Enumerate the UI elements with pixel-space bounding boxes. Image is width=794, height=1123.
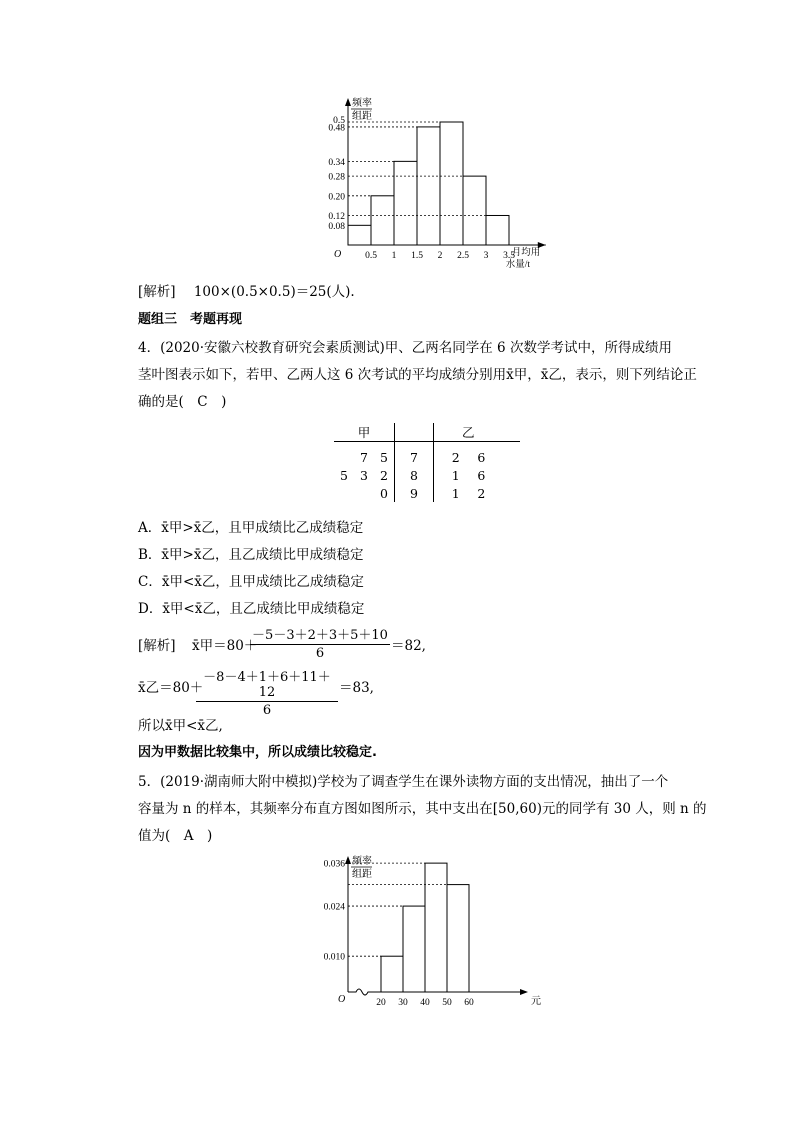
- eq1-denominator: 6: [315, 646, 325, 661]
- x-label-line1: 月均用: [511, 248, 541, 258]
- histogram-bar: [381, 956, 403, 992]
- eq1-fraction: [250, 624, 390, 661]
- y-label-top: 频率: [352, 98, 372, 109]
- eq2-numerator: －8－4＋1＋6＋11＋12: [196, 666, 338, 702]
- option-c: C．x̄甲<x̄乙，且甲成绩比乙成绩稳定: [138, 574, 364, 590]
- x-tick-label: 2: [437, 251, 443, 261]
- stem-leaf-plot: [334, 423, 520, 502]
- eq1-numerator: －5－3＋2＋3＋5＋10: [250, 624, 390, 645]
- histogram-bar: [348, 225, 371, 245]
- y-label-bottom: 组距: [352, 869, 372, 880]
- option-b: B．x̄甲>x̄乙，且乙成绩比甲成绩稳定: [138, 547, 364, 563]
- option-d: D．x̄甲<x̄乙，且乙成绩比甲成绩稳定: [138, 601, 365, 617]
- y-tick-label: 0.20: [328, 192, 345, 203]
- q5-line3: 值为( A ): [138, 828, 213, 844]
- stem-header-left: 甲: [357, 425, 371, 440]
- x-axis-arrow: [520, 989, 528, 995]
- x-tick-label: 1.5: [411, 251, 423, 261]
- y-label-top: 频率: [352, 856, 372, 867]
- y-tick-label: 0.036: [323, 859, 345, 870]
- eq1-lhs: x̄甲＝80＋: [192, 638, 258, 654]
- x-label-line2: 水量/t: [505, 260, 531, 270]
- y-tick-label: 0.12: [328, 211, 345, 222]
- analysis-1-tag: [解析]: [138, 284, 176, 300]
- x-tick-label: 3: [483, 251, 489, 261]
- stem-row-8: 5 3 2 8 1 6: [340, 467, 486, 483]
- histogram-bar: [425, 863, 447, 992]
- x-tick-label: 30: [398, 998, 408, 1008]
- analysis-1-text: 100×(0.5×0.5)＝25(人).: [193, 284, 355, 300]
- option-a: A．x̄甲>x̄乙，且甲成绩比乙成绩稳定: [138, 520, 364, 536]
- eq2-fraction: [196, 666, 338, 718]
- origin-label: O: [334, 249, 342, 260]
- histogram-bar: [486, 215, 509, 245]
- histogram-bar: [440, 122, 463, 245]
- y-tick-label: 0.08: [328, 221, 345, 232]
- histogram-bar: [371, 196, 394, 245]
- x-tick-label: 20: [376, 998, 386, 1008]
- histogram-bar: [394, 161, 417, 245]
- histogram-bar: [463, 176, 486, 245]
- water-usage-histogram: [310, 92, 540, 272]
- q4-line2: 茎叶图表示如下，若甲、乙两人这 6 次考试的平均成绩分别用x̄甲，x̄乙，表示，则下列结论正: [138, 367, 697, 383]
- y-tick-label: 0.34: [328, 157, 345, 168]
- eq2-lhs: x̄乙＝80＋: [138, 680, 204, 696]
- x-tick-label: 40: [420, 998, 430, 1008]
- x-tick-label: 3.5: [503, 251, 515, 261]
- q4-line1: 4．(2020·安徽六校教育研究会素质测试)甲、乙两名同学在 6 次数学考试中，所得成绩用: [138, 340, 672, 356]
- x-tick-label: 2.5: [457, 251, 469, 261]
- reading-expense-histogram: [310, 850, 541, 1015]
- eq1-rhs: ＝82,: [391, 638, 426, 654]
- q5-line2: 容量为 n 的样本，其频率分布直方图如图所示，其中支出在[50,60)元的同学有 30 人，则 n 的: [138, 801, 707, 817]
- stem-row-9: 0 9 1 2: [380, 485, 486, 501]
- x-label: 元: [531, 996, 541, 1007]
- y-axis-arrow: [345, 98, 351, 106]
- q5-line1: 5．(2019·湖南师大附中模拟)学校为了调查学生在课外读物方面的支出情况，抽出了一个: [138, 774, 669, 790]
- stem-row-7: 7 5 7 2 6: [360, 449, 486, 465]
- x-tick-label: 50: [442, 998, 452, 1008]
- histogram-bar: [447, 885, 469, 992]
- histogram-bar: [417, 127, 440, 245]
- histogram-bar: [403, 906, 425, 992]
- y-tick-label: 0.28: [328, 172, 345, 183]
- y-tick-label: 0.010: [323, 952, 345, 963]
- stem-header-right: 乙: [462, 425, 475, 440]
- conclusion: 所以x̄甲<x̄乙,: [138, 718, 223, 734]
- analysis-1: [138, 282, 355, 302]
- analysis-4-tag: [解析]: [138, 638, 176, 654]
- x-tick-label: 0.5: [365, 251, 377, 261]
- eq2-rhs: ＝83,: [339, 680, 374, 696]
- q4-line3: 确的是( C ): [138, 394, 227, 410]
- y-tick-label: 0.48: [328, 123, 345, 134]
- eq2-denominator: 6: [262, 703, 272, 718]
- x-tick-label: 60: [464, 998, 474, 1008]
- x-tick-label: 1: [391, 251, 397, 261]
- group-3-title: 题组三 考题再现: [138, 312, 243, 327]
- y-tick-label: 0.5: [333, 116, 345, 126]
- y-label-bottom: 组距: [352, 111, 372, 122]
- origin-label: O: [338, 994, 346, 1005]
- reason: 因为甲数据比较集中，所以成绩比较稳定.: [138, 745, 377, 760]
- y-tick-label: 0.024: [323, 902, 345, 913]
